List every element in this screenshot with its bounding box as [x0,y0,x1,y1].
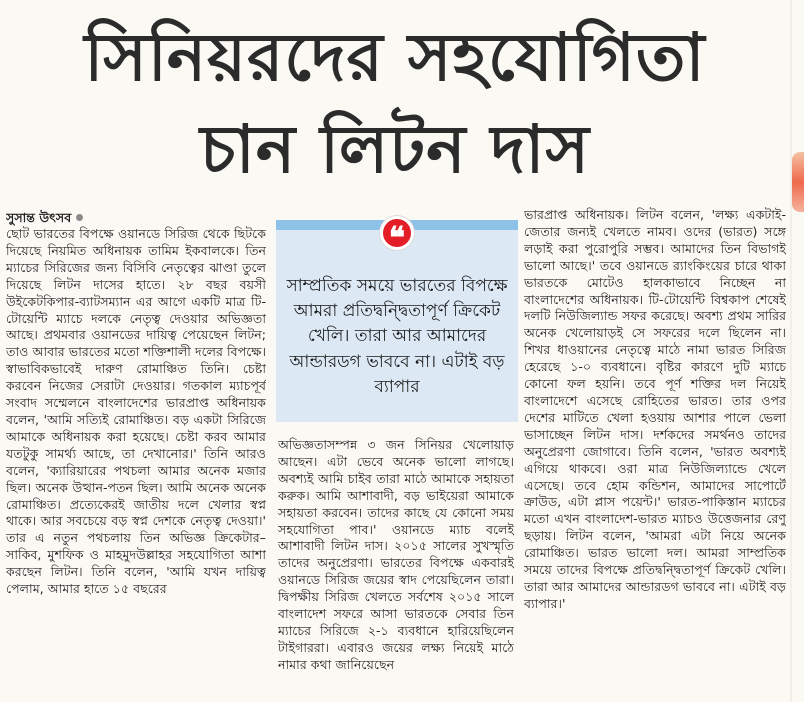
pull-quote-text: সাম্প্রতিক সময়ে ভারতের বিপক্ষে আমরা প্রতিদ্বন্দ্বিতাপূর্ণ ক্রিকেট খেলি। তারা আর আমাদের আন্ডারডগ ভাববে না। এটাই বড় ব্যাপার [286,276,508,397]
pull-quote-box [276,220,518,422]
headline-line-1: সিনিয়রদের সহযোগিতা [84,19,706,96]
page-edge-shadow [790,0,792,702]
article-text-middle: অভিজ্ঞতাসম্পন্ন ৩ জন সিনিয়র খেলোয়াড় আছেন। এটা ভেবে অনেক ভালো লাগছে। অবশ্যই আমি চাইব তারা মাঠে আমাকে সহায়তা করুক। আমি আশাবাদী, বড় ভাইয়েরা আমাকে সহায়তা করবেন। তাদের কাছে যে কোনো সময় সহযোগিতা পাব।' ওয়ানডে ম্যাচ বলেই আশাবাদী লিটন দাস। ২০১৫ সালের সুখস্মৃতি তাদের অনুপ্রেরণা। ভারতের বিপক্ষে একবারই ওয়ানডে সিরিজ জয়ের স্বাদ পেয়েছিলেন তারা। দ্বিপক্ষীয় সিরিজ খেলতে সর্বশেষ ২০১৫ সালে বাংলাদেশ সফরে আসা ভারতকে সেবার তিন ম্যাচের সিরিজে ২-১ ব্যবধানে হারিয়েছিলেন টাইগাররা। এবারও জয়ের লক্ষ্য নিয়েই মাঠে নামার কথা জানিয়েছেন [278,437,514,672]
byline [6,209,266,226]
page-edge-tab [792,152,804,212]
byline-author: সুসান্ত উৎসব [6,210,72,225]
quote-mark-icon: ❝ [380,216,414,250]
byline-dot-icon [76,214,83,221]
article-text-left: ছোট ভারতের বিপক্ষে ওয়ানডে সিরিজ থেকে ছিটকে দিয়েছে নিয়মিত অধিনায়ক তামিম ইকবালকে। তিন ম্যাচের সিরিজের জন্য বিসিবি নেতৃত্বের ঝাণ্ডা তুলে দিয়েছে লিটন দাসের হাতে। ২৮ বছর বয়সী উইকেটকিপার-ব্যাটসম্যান এর আগে একটি মাত্র টি-টোয়েন্টি ম্যাচে দলকে নেতৃত্ব দেওয়ার অভিজ্ঞতা আছে। প্রথমবার ওয়ানডের দায়িত্ব পেয়েছেন লিটন; তাও আবার ভারতের মতো শক্তিশালী দলের বিপক্ষে। স্বাভাবিকভাবেই দারুণ রোমাঞ্চিত তিনি। চেষ্টা করবেন নিজের সেরাটা দেওয়ার। গতকাল ম্যাচপূর্ব সংবাদ সম্মেলনে বাংলাদেশের ভারপ্রাপ্ত অধিনায়ক বলেন, 'আমি সত্যিই রোমাঞ্চিত। বড় একটা সিরিজে আমাকে অধিনায়ক করা হয়েছে। চেষ্টা করব আমার যতটুকু সামর্থ্য আছে, তা দেখানোর।' তিনি আরও বলেন, 'ক্যারিয়ারের পথচলা আমার অনেক মজার ছিল। অনেক উত্থান-পতন ছিল। আমি অনেক অনেক রোমাঞ্চিত। প্রত্যেকেরই জাতীয় দলে খেলার স্বপ্ন থাকে। আর সবচেয়ে বড় স্বপ্ন দেশকে নেতৃত্ব দেওয়া।' তার এ নতুন পথচলায় তিন অভিজ্ঞ ক্রিকেটার– সাকিব, মুশফিক ও মাহমুদউল্লাহর সহযোগিতা আশা করছেন লিটন। তিনি বলেন, 'আমি যখন দায়িত্ব পেলাম, আমার হাতে ১৫ বছরের [6,226,266,597]
article-column-middle [278,437,514,702]
article-column-right [524,207,786,702]
article-text-right: ভারপ্রাপ্ত অধিনায়ক। লিটন বলেন, 'লক্ষ্য একটাই- জেতার জন্যই খেলতে নামব। ওদের (ভারত) সঙ্গে লড়াই করা পুরোপুরি সম্ভব। আমাদের তিন বিভাগই ভালো আছে।' তবে ওয়ানডে র‌্যাংকিংয়ের চারে থাকা ভারতকে মোটেও হালকাভাবে নিচ্ছেন না বাংলাদেশের অধিনায়ক। টি-টোয়েন্টি বিশ্বকাপ শেষেই দলটি নিউজিল্যান্ড সফর করেছে। অবশ্য প্রথম সারির অনেক খেলোয়াড়ই সে সফরের দলে ছিলেন না। শিখর ধাওয়ানের নেতৃত্বে মাঠে নামা ভারত সিরিজ হেরেছে ১-০ ব্যবধানে। বৃষ্টির কারণে দুটি ম্যাচে কোনো ফল হয়নি। তবে পূর্ণ শক্তির দল নিয়েই বাংলাদেশে এসেছে রোহিতের ভারত। তার ওপর দেশের মাটিতে খেলা হওয়ায় আশার পালে ভেলা ভাসাচ্ছেন লিটন দাস। দর্শকদের সমর্থনও তাদের অনুপ্রেরণা জোগাবে। তিনি বলেন, 'ভারত অবশ্যই এগিয়ে থাকবে। ওরা মাত্র নিউজিল্যান্ডে খেলে এসেছে। তবে হোম কন্ডিশন, আমাদের সাপোর্টে ক্রাউড, এটা প্লাস পয়েন্ট।' ভারত-পাকিস্তান ম্যাচের মতো এখন বাংলাদেশ-ভারত ম্যাচও উত্তেজনার রেণু ছড়ায়। লিটন বলেন, 'আমরা এটা নিয়ে অনেক রোমাঞ্চিত। ভারত ভালো দল। আমরা সাম্প্রতিক সময়ে তাদের বিপক্ষে প্রতিদ্বন্দ্বিতাপূর্ণ ক্রিকেট খেলি। তারা আর আমাদের আন্ডারডগ ভাববে না। এটাই বড় ব্যাপার।' [524,207,786,611]
article-column-left [6,209,266,702]
headline-line-2: চান লিটন দাস [200,111,590,188]
